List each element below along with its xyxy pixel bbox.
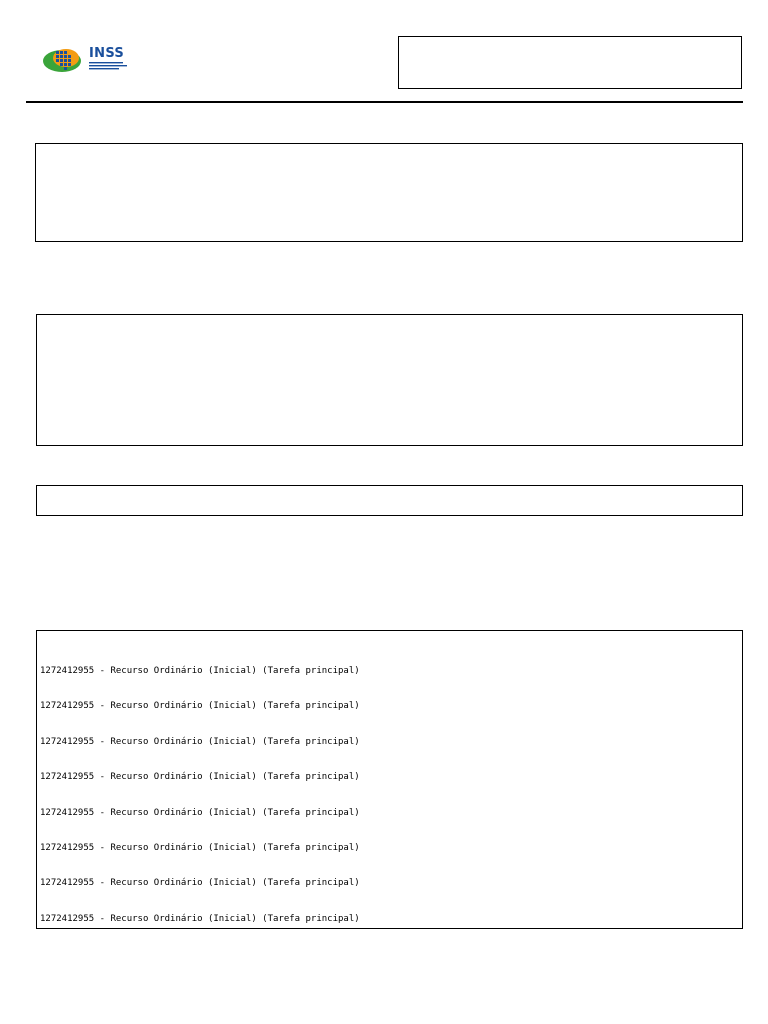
logo-subtitle-mark	[89, 62, 129, 70]
task-item: 1272412955 - Recurso Ordinário (Inicial) (Tarefa principal)	[40, 736, 360, 747]
task-item: 1272412955 - Recurso Ordinário (Inicial) (Tarefa principal)	[40, 772, 360, 783]
task-list	[40, 665, 360, 948]
inss-logo	[42, 44, 132, 76]
content-frame-2	[36, 314, 743, 446]
task-item: 1272412955 - Recurso Ordinário (Inicial) (Tarefa principal)	[40, 878, 360, 889]
inss-emblem-icon	[42, 44, 86, 76]
task-item: 1272412955 - Recurso Ordinário (Inicial) (Tarefa principal)	[40, 666, 360, 676]
task-item: 1272412955 - Recurso Ordinário (Inicial) (Tarefa principal)	[40, 913, 360, 924]
task-item: 1272412955 - Recurso Ordinário (Inicial) (Tarefa principal)	[40, 807, 360, 818]
content-frame-1	[35, 143, 743, 242]
task-item: 1272412955 - Recurso Ordinário (Inicial) (Tarefa principal)	[40, 842, 360, 853]
task-item: 1272412955 - Recurso Ordinário (Inicial) (Tarefa principal)	[40, 701, 360, 712]
header-info-box	[398, 36, 742, 89]
content-frame-3	[36, 485, 743, 516]
logo-name: INSS	[89, 46, 125, 61]
header-divider	[26, 101, 743, 103]
task-list-frame	[36, 630, 743, 929]
